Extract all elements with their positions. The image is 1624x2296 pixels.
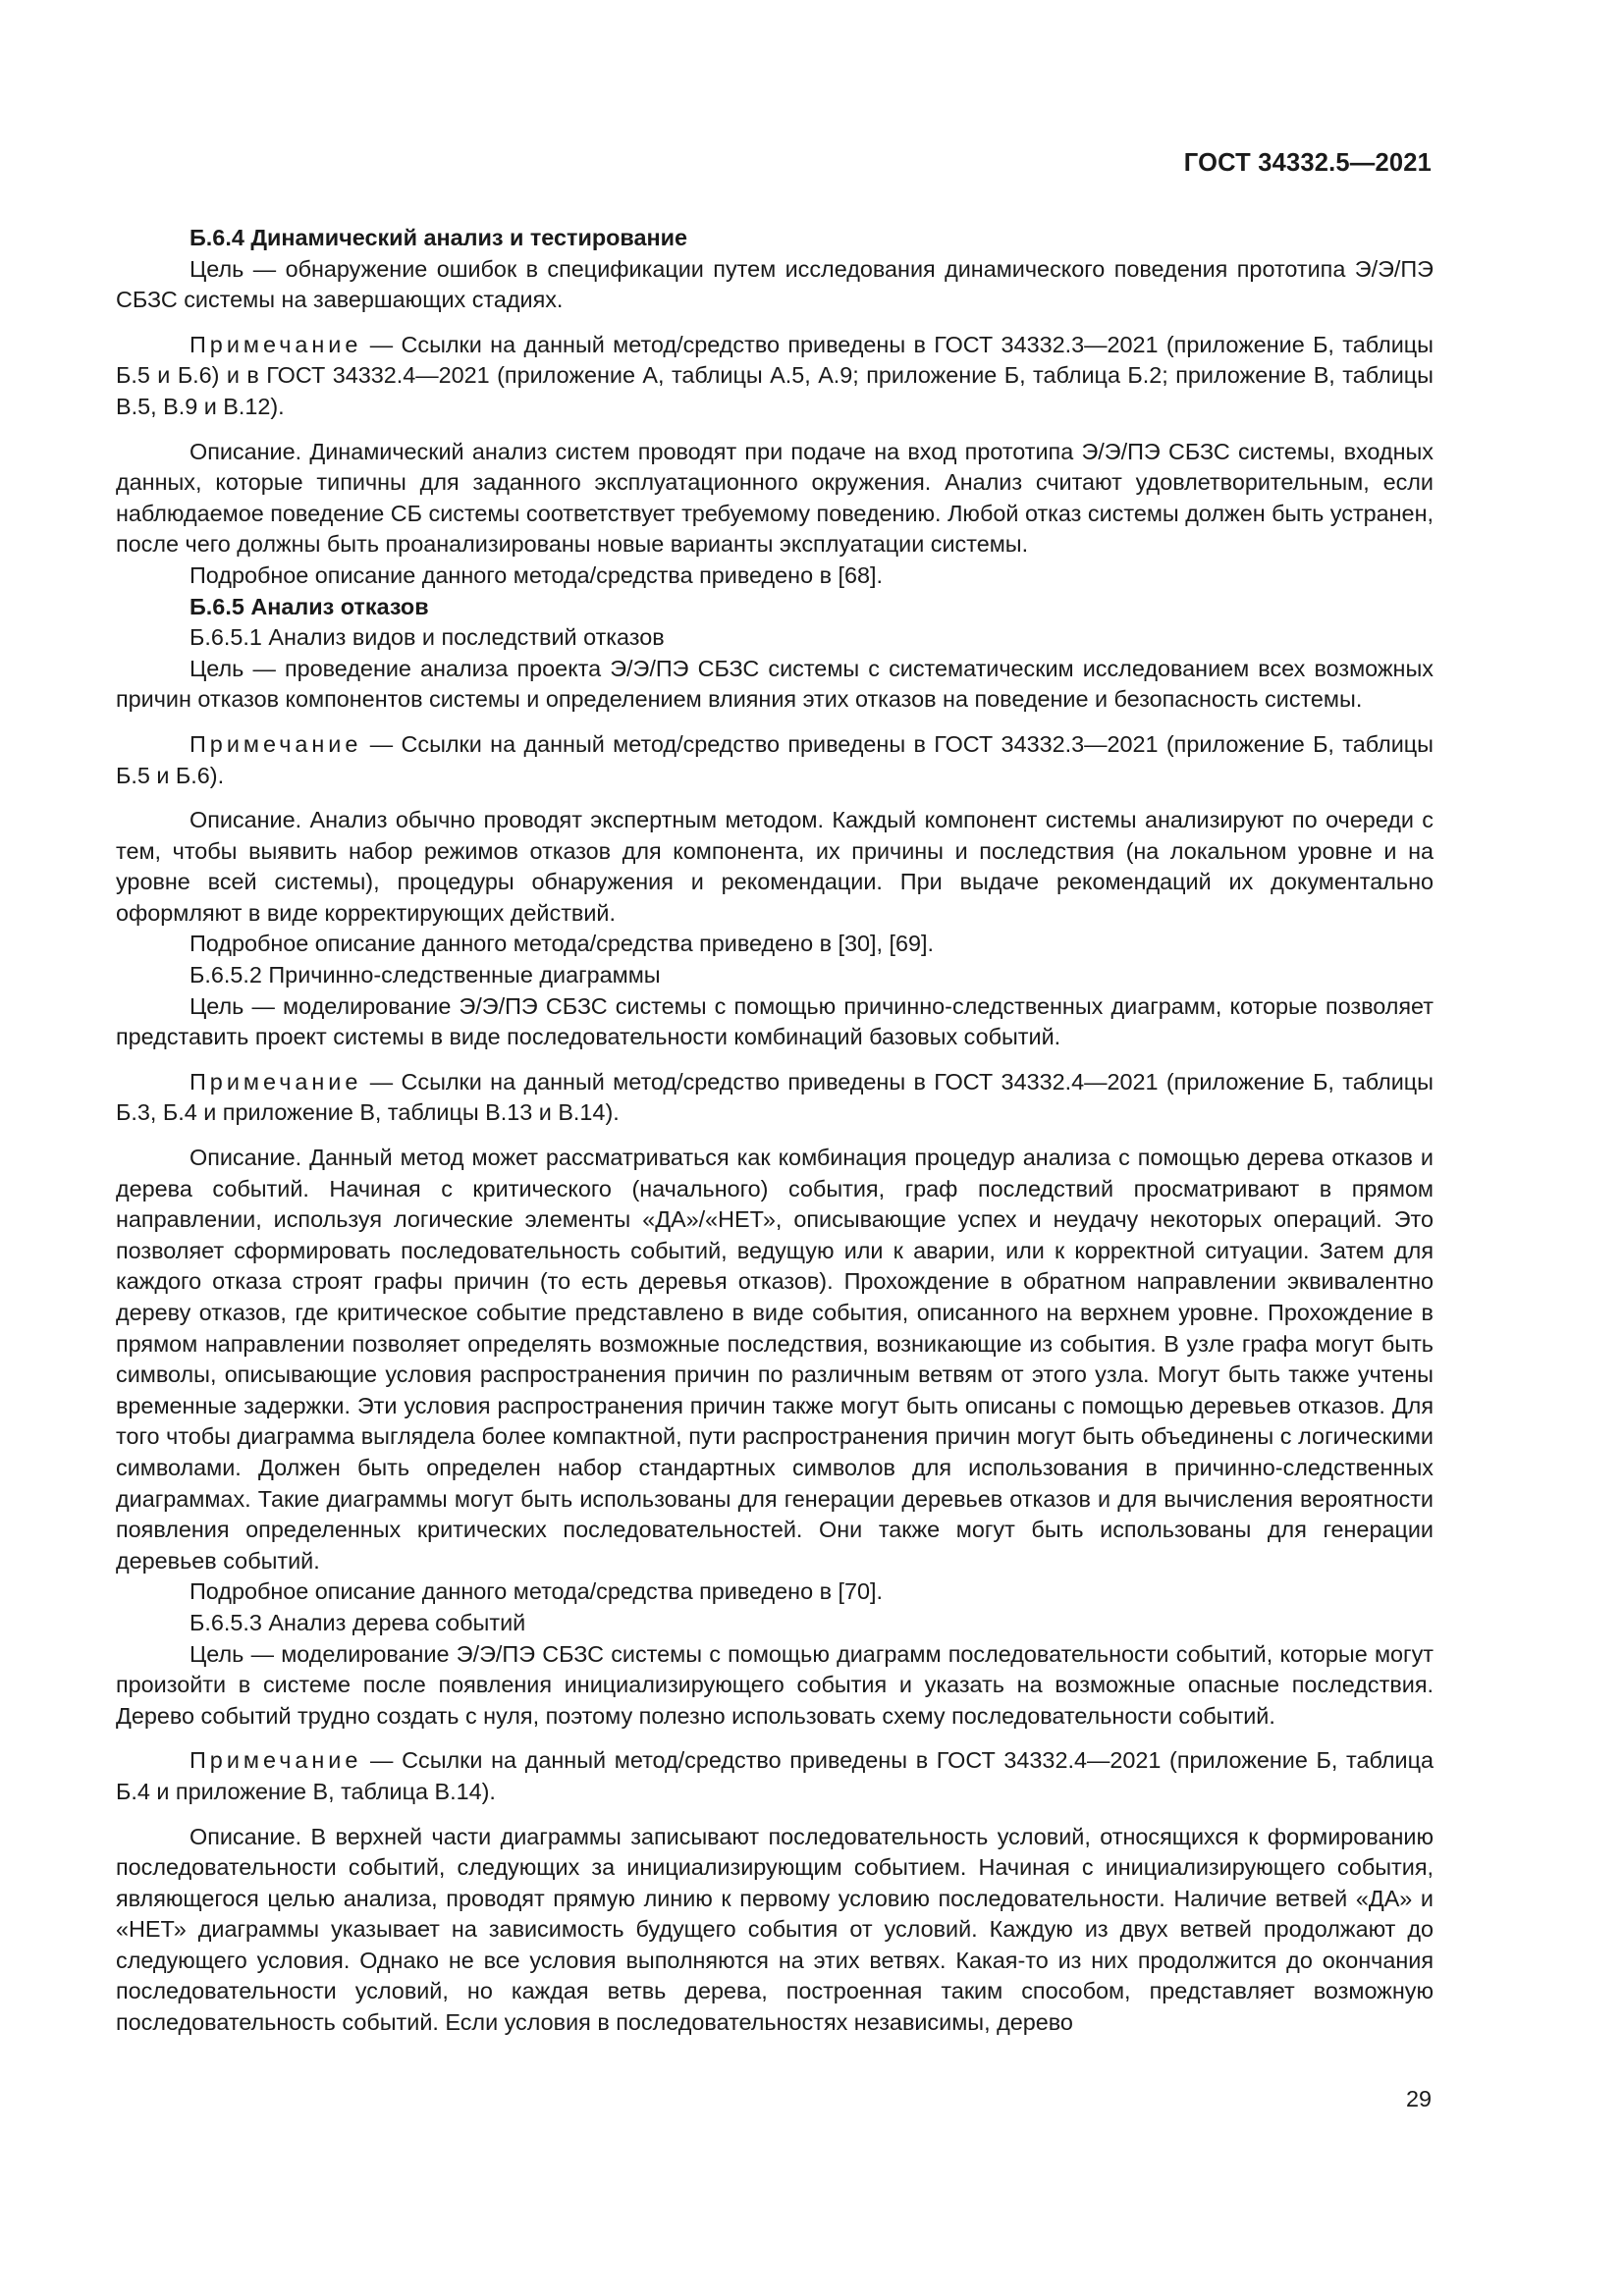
paragraph: Подробное описание данного метода/средства приведено в [68]. bbox=[189, 561, 884, 588]
subsection-heading: Б.6.5.3 Анализ дерева событий bbox=[189, 1609, 526, 1635]
note-label: Примечание bbox=[189, 331, 362, 357]
note-paragraph: Примечание — Ссылки на данный метод/средство приведены в ГОСТ 34332.4—2021 (приложение Б, таблица Б.4 и приложение В, таблица В.14). bbox=[116, 1747, 1434, 1804]
document-header: ГОСТ 34332.5—2021 bbox=[1183, 149, 1432, 177]
note-label: Примечание bbox=[189, 730, 362, 757]
section-heading: Б.6.5 Анализ отказов bbox=[189, 593, 429, 619]
paragraph: Цель — обнаружение ошибок в спецификации путем исследования динамического поведения прототипа Э/Э/ПЭ СБЗС системы на завершающих стадиях. bbox=[116, 255, 1434, 313]
note-label: Примечание bbox=[189, 1747, 362, 1774]
paragraph: Цель — моделирование Э/Э/ПЭ СБЗС системы с помощью причинно-следственных диаграмм, которые позволяет представить проект системы в виде последовательности комбинаций базовых событий. bbox=[116, 992, 1434, 1050]
document-body bbox=[116, 223, 1434, 2039]
note-paragraph: Примечание — Ссылки на данный метод/средство приведены в ГОСТ 34332.3—2021 (приложение Б, таблицы Б.5 и Б.6). bbox=[116, 730, 1434, 788]
section-heading: Б.6.4 Динамический анализ и тестирование bbox=[189, 225, 687, 250]
paragraph: Подробное описание данного метода/средства приведено в [30], [69]. bbox=[189, 931, 935, 957]
paragraph: Подробное описание данного метода/средства приведено в [70]. bbox=[189, 1578, 884, 1605]
note-paragraph: Примечание — Ссылки на данный метод/средство приведены в ГОСТ 34332.4—2021 (приложение Б, таблицы Б.3, Б.4 и приложение В, таблицы В.13 и В.14). bbox=[116, 1068, 1434, 1126]
paragraph: Цель — моделирование Э/Э/ПЭ СБЗС системы с помощью диаграмм последовательности событий, которые могут произойти в системе после появления инициализирующего события и указать на возможные опасные последствия. Дерево событий трудно создать с нуля, поэтому полезно использовать схему последовательности событий. bbox=[116, 1640, 1434, 1729]
note-label: Примечание bbox=[189, 1068, 362, 1095]
paragraph: Описание. Данный метод может рассматриваться как комбинация процедур анализа с помощью дерева отказов и дерева событий. Начиная с критического (начального) события, граф последствий просматривают в прямом направлении, используя логические элементы «ДА»/«НЕТ», описывающие успех и неудачу некоторых операций. Это позволяет сформировать последовательность событий, ведущую или к аварии, или к корректной ситуации. Затем для каждого отказа строят графы причин (то есть деревья отказов). Прохождение в обратном направлении эквивалентно дереву отказов, где критическое событие представлено в виде события, описанного на верхнем уровне. Прохождение в прямом направлении позволяет определять возможные последствия, возникающие из события. В узле графа могут быть символы, описывающие условия распространения причин по различным ветвям от этого узла. Могут быть также учтены временные задержки. Эти условия распространения причин также могут быть описаны с помощью деревьев отказов. Для того чтобы диаграмма выглядела более компактной, пути распространения причин могут быть объединены с логическими символами. Должен быть определен набор стандартных символов для использования в причинно-следственных диаграммах. Такие диаграммы могут быть использованы для генерации деревьев отказов и для вычисления вероятности появления определенных критических последовательностей. Они также могут быть использованы для генерации деревьев событий. bbox=[116, 1145, 1434, 1574]
subsection-heading: Б.6.5.2 Причинно-следственные диаграммы bbox=[189, 962, 661, 988]
paragraph: Описание. В верхней части диаграммы записывают последовательность условий, относящихся к формированию последовательности событий, следующих за инициализирующим событием. Начиная с инициализирующего события, являющегося целью анализа, проводят прямую линию к первому условию последовательности. Наличие ветвей «ДА» и «НЕТ» диаграммы указывает на зависимость будущего события от условий. Каждую из двух ветвей продолжают до следующего условия. Однако не все условия выполняются на этих ветвях. Какая-то из них продолжится до окончания последовательности условий, но каждая ветвь дерева, построенная таким способом, представляет возможную последовательность событий. Если условия в последовательностях независимы, дерево bbox=[116, 1823, 1434, 2036]
note-paragraph: Примечание — Ссылки на данный метод/средство приведены в ГОСТ 34332.3—2021 (приложение Б, таблицы Б.5 и Б.6) и в ГОСТ 34332.4—2021 (приложение А, таблицы А.5, А.9; приложение Б, таблица Б.2; приложение В, таблицы В.5, В.9 и В.12). bbox=[116, 331, 1434, 419]
subsection-heading: Б.6.5.1 Анализ видов и последствий отказов bbox=[189, 624, 665, 651]
paragraph: Цель — проведение анализа проекта Э/Э/ПЭ СБЗС системы с систематическим исследованием всех возможных причин отказов компонентов системы и определением влияния этих отказов на поведение и безопасность системы. bbox=[116, 655, 1434, 713]
page-number: 29 bbox=[1405, 2086, 1432, 2111]
paragraph: Описание. Анализ обычно проводят экспертным методом. Каждый компонент системы анализируют по очереди с тем, чтобы выявить набор режимов отказов для компонента, их причины и последствия (на локальном уровне и на уровне всей системы), процедуры обнаружения и рекомендации. При выдаче рекомендаций их документально оформляют в виде корректирующих действий. bbox=[116, 807, 1434, 926]
paragraph: Описание. Динамический анализ систем проводят при подаче на вход прототипа Э/Э/ПЭ СБЗС системы, входных данных, которые типичны для заданного эксплуатационного окружения. Анализ считают удовлетворительным, если наблюдаемое поведение СБ системы соответствует требуемому поведению. Любой отказ системы должен быть устранен, после чего должны быть проанализированы новые варианты эксплуатации системы. bbox=[116, 438, 1434, 558]
